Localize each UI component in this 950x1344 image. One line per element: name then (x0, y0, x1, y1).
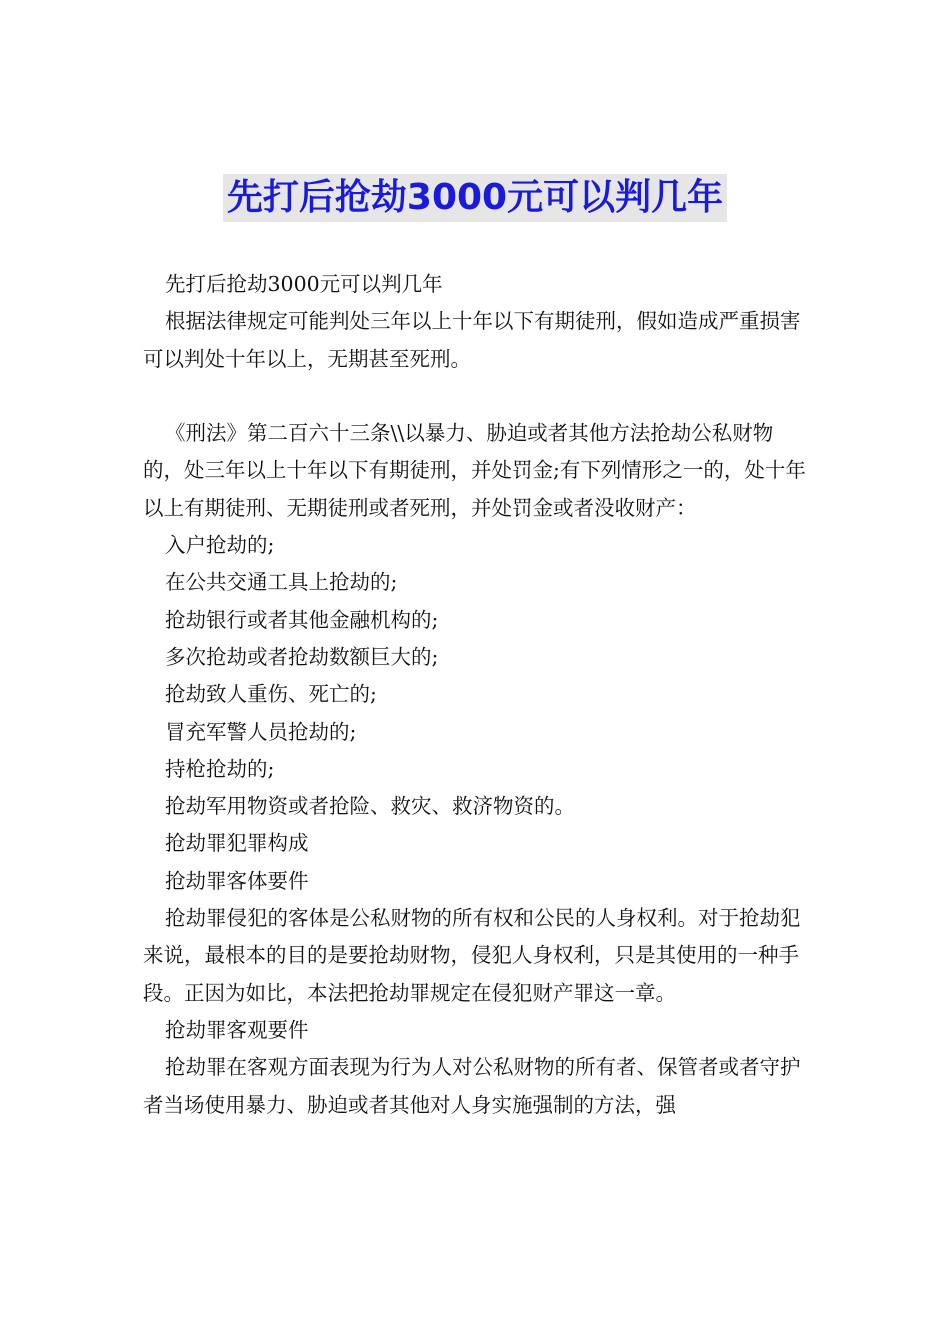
title-container (0, 174, 950, 222)
paragraph-intro: 根据法律规定可能判处三年以上十年以下有期徒刑，假如造成严重损害可以判处十年以上，无期甚至死刑。 (143, 309, 801, 371)
list-item: 抢劫银行或者其他金融机构的; (165, 607, 439, 632)
list-item: 在公共交通工具上抢劫的; (165, 570, 398, 595)
blank-line (143, 378, 808, 415)
paragraph-object-element: 抢劫罪侵犯的客体是公私财物的所有权和公民的人身权利。对于抢劫犯来说，最根本的目的是要抢劫财物，侵犯人身权利，只是其使用的一种手段。正因为如比，本法把抢劫罪规定在侵犯财产罪这一章。 (143, 906, 801, 1005)
list-item: 持枪抢劫的; (165, 756, 275, 781)
paragraph-law-article: 《刑法》第二百六十三条\\以暴力、胁迫或者其他方法抢劫公私财物的，处三年以上十年以下有期徒刑，并处罚金;有下列情形之一的，处十年以上有期徒刑、无期徒刑或者死刑，并处罚金或者没收财产： (143, 421, 806, 520)
section-heading: 抢劫罪犯罪构成 (165, 831, 309, 856)
paragraph-objective-element: 抢劫罪在客观方面表现为行为人对公私财物的所有者、保管者或者守护者当场使用暴力、胁迫或者其他对人身实施强制的方法，强 (143, 1055, 801, 1117)
document-title: 先打后抢劫3000元可以判几年 (223, 174, 727, 222)
section-heading: 抢劫罪客观要件 (165, 1017, 309, 1042)
list-item: 抢劫军用物资或者抢险、救灾、救济物资的。 (165, 794, 575, 819)
document-body (143, 266, 808, 1124)
list-item: 冒充军警人员抢劫的; (165, 719, 357, 744)
section-heading: 抢劫罪客体要件 (165, 868, 309, 893)
list-item: 抢劫致人重伤、死亡的; (165, 682, 377, 707)
list-item: 多次抢劫或者抢劫数额巨大的; (165, 644, 439, 669)
list-item: 入户抢劫的; (165, 533, 275, 558)
subtitle-line: 先打后抢劫3000元可以判几年 (165, 272, 443, 296)
